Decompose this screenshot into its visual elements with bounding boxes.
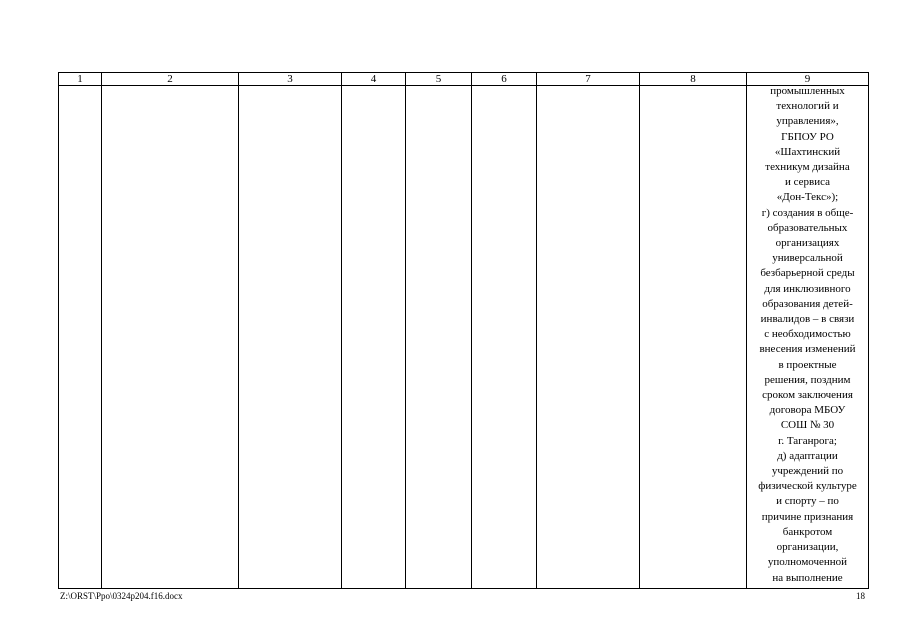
table-cell-1 bbox=[59, 86, 102, 589]
table-cell-9 bbox=[747, 86, 869, 589]
cell-text-line: образования детей- bbox=[762, 297, 853, 310]
column-header-6: 6 bbox=[472, 73, 537, 86]
cell-text-line: в проектные bbox=[778, 358, 837, 371]
cell-text-line: учреждений по bbox=[771, 465, 844, 478]
cell-text-line: СОШ № 30 bbox=[780, 419, 835, 432]
cell-text-line: с необходимостью bbox=[764, 328, 851, 341]
cell-text-line: г) создания в обще- bbox=[761, 206, 854, 219]
table-cell-5 bbox=[406, 86, 472, 589]
column-header-9: 9 bbox=[747, 73, 869, 86]
cell-text-line: технологий и bbox=[776, 100, 839, 113]
cell-text-line: ГБПОУ РО bbox=[781, 130, 834, 143]
cell-text-line: техникум дизайна bbox=[765, 161, 850, 174]
table-cell-2 bbox=[102, 86, 239, 589]
cell-text-line: «Дон-Текс»); bbox=[776, 191, 839, 204]
cell-text-line: физической культуре bbox=[758, 480, 857, 493]
column-header-4: 4 bbox=[342, 73, 406, 86]
cell-text-line: сроком заключения bbox=[762, 389, 853, 402]
document-table bbox=[58, 72, 869, 589]
cell-text-line: причине признания bbox=[761, 510, 854, 523]
cell-text-line: договора МБОУ bbox=[769, 404, 846, 417]
cell-text-line: образовательных bbox=[767, 221, 848, 234]
cell-text-line: г. Таганрога; bbox=[778, 434, 837, 447]
cell-text-line: и сервиса bbox=[784, 176, 830, 189]
table-cell-3 bbox=[239, 86, 342, 589]
column-9-text bbox=[747, 84, 868, 586]
cell-text-line: уполномоченной bbox=[767, 556, 848, 569]
cell-text-line: инвалидов – в связи bbox=[760, 313, 855, 326]
column-header-5: 5 bbox=[406, 73, 472, 86]
cell-text-line: решения, поздним bbox=[764, 373, 851, 386]
cell-text-line: «Шахтинский bbox=[774, 145, 841, 158]
table-cell-7 bbox=[537, 86, 640, 589]
column-header-1: 1 bbox=[59, 73, 102, 86]
column-header-7: 7 bbox=[537, 73, 640, 86]
table-row bbox=[59, 86, 869, 589]
cell-text-line: банкротом bbox=[782, 525, 833, 538]
column-header-3: 3 bbox=[239, 73, 342, 86]
cell-text-line: организациях bbox=[775, 237, 840, 250]
cell-text-line: для инклюзивного bbox=[764, 282, 851, 295]
footer-file-path: Z:\ORST\Ppo\0324p204.f16.docx bbox=[60, 591, 183, 601]
table-cell-4 bbox=[342, 86, 406, 589]
footer-page-number: 18 bbox=[856, 591, 865, 601]
column-header-8: 8 bbox=[640, 73, 747, 86]
cell-text-line: безбарьерной среды bbox=[760, 267, 855, 280]
cell-text-line: д) адаптации bbox=[777, 449, 838, 462]
cell-text-line: на выполнение bbox=[772, 571, 843, 584]
column-header-2: 2 bbox=[102, 73, 239, 86]
table-cell-6 bbox=[472, 86, 537, 589]
cell-text-line: и спорту – по bbox=[776, 495, 839, 508]
cell-text-line: промышленных bbox=[770, 85, 845, 97]
cell-text-line: универсальной bbox=[772, 252, 843, 265]
cell-text-line: управления», bbox=[776, 115, 839, 128]
table-cell-8 bbox=[640, 86, 747, 589]
cell-text-line: внесения изменений bbox=[759, 343, 856, 356]
cell-text-line: организации, bbox=[776, 541, 839, 554]
